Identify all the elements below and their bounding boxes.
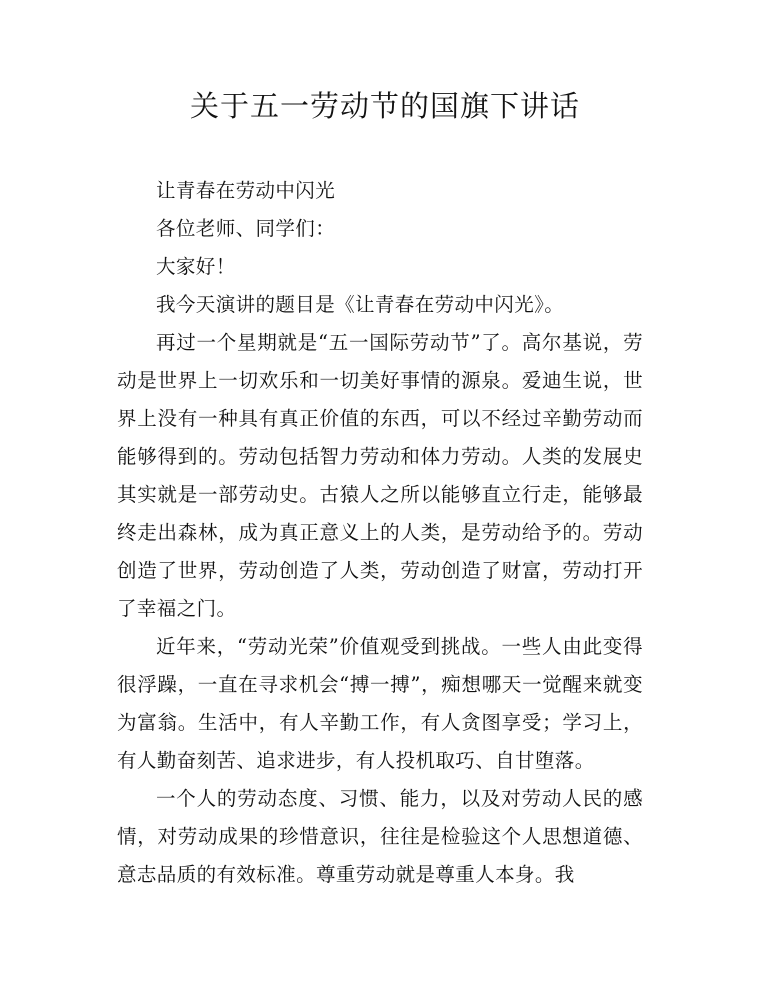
document-title: 关于五一劳动节的国旗下讲话 (189, 89, 580, 123)
greeting: 大家好！ (156, 255, 236, 278)
paragraph-labor-attitude: 一个人的劳动态度、习惯、能力，以及对劳动人民的感情，对劳动成果的珍惜意识，往往是检验这个人思想道德、意志品质的有效标准。尊重劳动就是尊重人本身。我 (117, 787, 643, 886)
speech-subtitle: 让青春在劳动中闪光 (156, 179, 336, 202)
salutation: 各位老师、同学们： (156, 217, 336, 240)
document-body (117, 172, 643, 894)
speech-topic: 我今天演讲的题目是《让青春在劳动中闪光》。 (156, 293, 565, 316)
paragraph-labor-day: 再过一个星期就是“五一国际劳动节”了。高尔基说，劳动是世界上一切欢乐和一切美好事情的源泉。爱迪生说，世界上没有一种具有真正价值的东西，可以不经过辛勤劳动而能够得到的。劳动包括智力劳动和体力劳动。人类的发展史其实就是一部劳动史。古猿人之所以能够直立行走，能够最终走出森林，成为真正意义上的人类，是劳动给予的。劳动创造了世界，劳动创造了人类，劳动创造了财富，劳动打开了幸福之门。 (117, 331, 643, 620)
paragraph-values-challenged: 近年来，“劳动光荣”价值观受到挑战。一些人由此变得很浮躁，一直在寻求机会“搏一搏”，痴想哪天一觉醒来就变为富翁。生活中，有人辛勤工作，有人贪图享受；学习上，有人勤奋刻苦、追求进步，有人投机取巧、自甘堕落。 (117, 635, 643, 772)
